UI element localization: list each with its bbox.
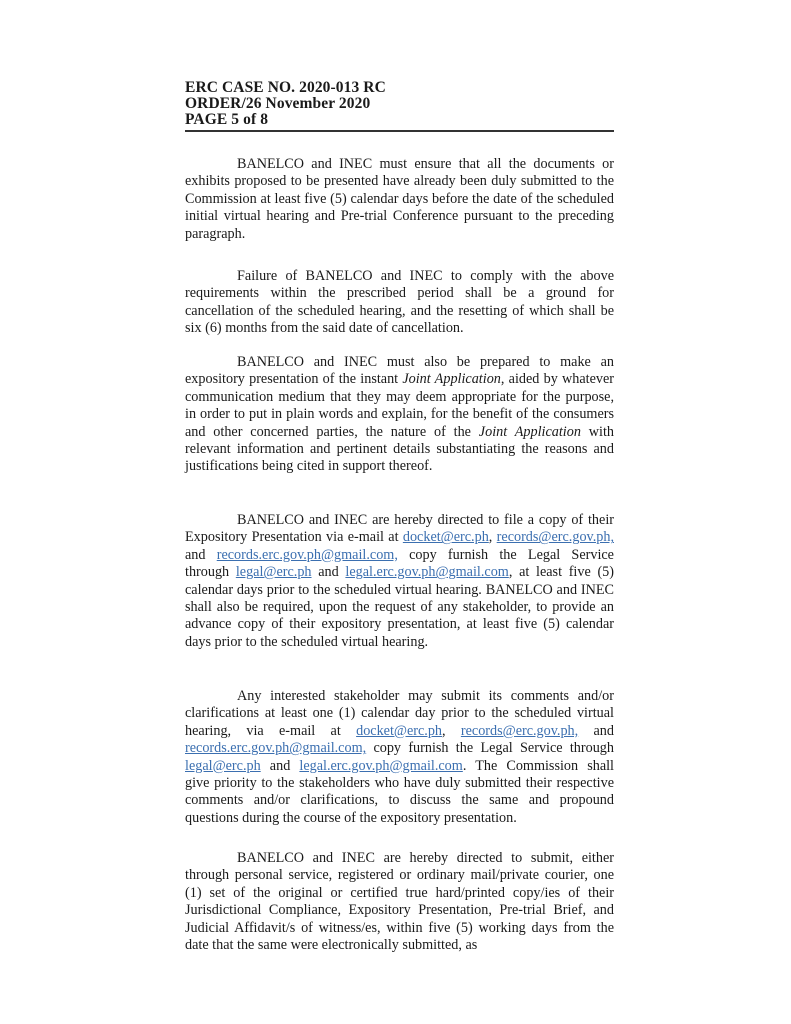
email-link-docket[interactable]: docket@erc.ph [356, 722, 443, 739]
email-link-records-gmail[interactable]: records.erc.gov.ph@gmail.com, [185, 740, 367, 757]
joint-application-term: Joint Application [402, 371, 501, 388]
page-number: PAGE 5 of 8 [185, 111, 269, 128]
email-link-records[interactable]: records@erc.gov.ph, [496, 529, 614, 546]
joint-application-term: Joint Application [478, 423, 581, 440]
order-date: ORDER/26 November 2020 [185, 95, 371, 112]
email-link-legal-gmail[interactable]: legal.erc.gov.ph@gmail.com [345, 564, 509, 581]
case-header [185, 80, 614, 128]
paragraph-stakeholder-comments: Any interested stakeholder may submit its comments and/or clarifications at least one (1) calendar day prior to the scheduled virtual hearing, via e-mail at docket@erc.ph, records@erc.gov.ph, and records.erc.gov.ph@gmail.com, copy furnish the Legal Service through legal@erc.ph and legal.erc.gov.ph@gmail.com. The Commission shall give priority to the stakeholders who have duly submitted their respective comments and/or clarifications, to discuss the same and propound questions during the course of the expository presentation. [185, 688, 614, 826]
document-page [185, 79, 615, 954]
header-rule [185, 130, 614, 132]
paragraph-failure-to-comply: Failure of BANELCO and INEC to comply with the above requirements within the prescribed period shall be a ground for cancellation of the scheduled hearing, and the resetting of which shall be six (6) months from the said date of cancellation. [185, 268, 614, 337]
paragraph-file-expository-copy: BANELCO and INEC are hereby directed to file a copy of their Expository Presentation via e-mail at docket@erc.ph, records@erc.gov.ph, and records.erc.gov.ph@gmail.com, copy furnish the Legal Service through legal@erc.ph and legal.erc.gov.ph@gmail.com, at least five (5) calendar days prior to the scheduled virtual hearing. BANELCO and INEC shall also be required, upon the request of any stakeholder, to provide an advance copy of their expository presentation, at least five (5) calendar days prior to the scheduled virtual hearing. [185, 512, 614, 650]
paragraph-expository-presentation: BANELCO and INEC must also be prepared to make an expository presentation of the instant Joint Application, aided by whatever communication medium that they may deem appropriate for the purpose, in order to put in plain words and explain, for the benefit of the consumers and other concerned parties, the nature of the Joint Application with relevant information and pertinent details substantiating the reasons and justifications being cited in support thereof. [185, 354, 615, 475]
case-number: ERC CASE NO. 2020-013 RC [185, 79, 386, 96]
email-link-legal[interactable]: legal@erc.ph [185, 757, 261, 774]
email-link-legal[interactable]: legal@erc.ph [235, 564, 312, 581]
email-link-records[interactable]: records@erc.gov.ph, [460, 722, 579, 739]
email-link-legal-gmail[interactable]: legal.erc.gov.ph@gmail.com [299, 757, 463, 774]
email-link-docket[interactable]: docket@erc.ph [402, 529, 489, 546]
paragraph-hard-copy-submission: BANELCO and INEC are hereby directed to submit, either through personal service, registered or ordinary mail/private courier, one (1) set of the original or certified true hard/printed copy/ies of their Jurisdictional Compliance, Expository Presentation, Pre-trial Brief, and Judicial Affidavit/s of witness/es, within five (5) working days from the date that the same were electronically submitted, as [185, 850, 614, 954]
email-link-records-gmail[interactable]: records.erc.gov.ph@gmail.com, [216, 546, 398, 563]
paragraph-documents-submission: BANELCO and INEC must ensure that all the documents or exhibits proposed to be presented have already been duly submitted to the Commission at least five (5) calendar days before the date of the scheduled initial virtual hearing and Pre-trial Conference pursuant to the preceding paragraph. [185, 156, 614, 242]
